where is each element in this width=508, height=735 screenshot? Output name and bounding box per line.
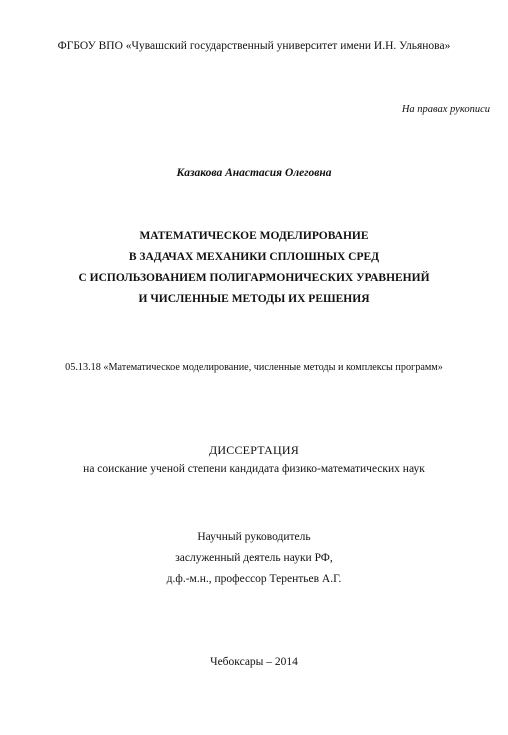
- title-line-2: В ЗАДАЧАХ МЕХАНИКИ СПЛОШНЫХ СРЕД: [128, 251, 380, 263]
- title-line-1: МАТЕМАТИЧЕСКОЕ МОДЕЛИРОВАНИЕ: [139, 230, 369, 242]
- supervisor-line-1: Научный руководитель: [197, 531, 311, 543]
- specialty-code: 05.13.18 «Математическое моделирование, численные методы и комплексы программ»: [65, 362, 443, 373]
- title-line-4: И ЧИСЛЕННЫЕ МЕТОДЫ ИХ РЕШЕНИЯ: [138, 293, 370, 305]
- author-name: Казакова Анастасия Олеговна: [176, 167, 332, 179]
- dissertation-title: [0, 226, 508, 310]
- supervisor-line-3: д.ф.-м.н., профессор Терентьев А.Г.: [166, 573, 342, 585]
- supervisor-line-2: заслуженный деятель науки РФ,: [175, 552, 333, 564]
- degree-statement: на соискание ученой степени кандидата физико-математических наук: [83, 463, 425, 475]
- manuscript-note: На правах рукописи: [401, 104, 490, 115]
- supervisor-info: [0, 527, 508, 590]
- city-year: Чебоксары – 2014: [210, 656, 298, 668]
- title-line-3: С ИСПОЛЬЗОВАНИЕМ ПОЛИГАРМОНИЧЕСКИХ УРАВНЕНИЙ: [78, 272, 430, 284]
- institution-name: ФГБОУ ВПО «Чувашский государственный университет имени И.Н. Ульянова»: [57, 40, 451, 52]
- document-type: ДИССЕРТАЦИЯ: [209, 443, 299, 457]
